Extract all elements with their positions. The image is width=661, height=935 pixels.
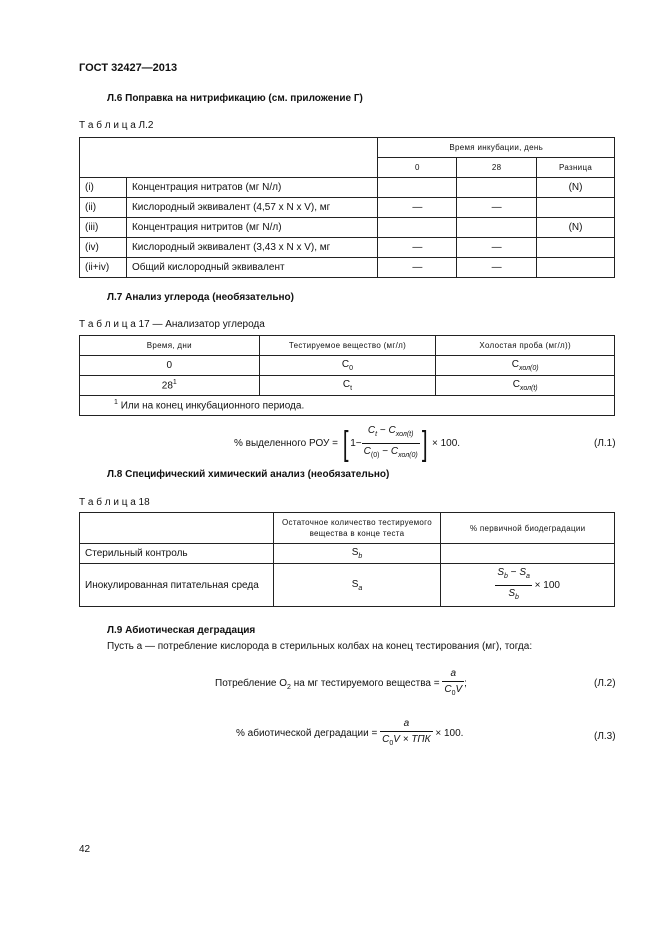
incubation-time-header: Время инкубации, день [378,138,615,158]
col-test-substance: Тестируемое вещество (мг/л) [259,336,436,356]
col-day-0: 0 [378,158,457,178]
table-row: (iii) Концентрация нитритов (мг N/л) (N) [80,218,615,238]
formula-l1: % выделенного РОУ = [ 1− $\frac{C_t - C_{хол(t)}}{C_{(0)} - C_{хол(0)}}$ ] × 100. [234,424,461,463]
formula-l1-number: (Л.1) [594,438,616,449]
table-l2-caption: Т а б л и ц а Л.2 [79,120,154,131]
section-l6-title: Л.6 Поправка на нитрификацию (см. приложение Г) [107,93,363,104]
section-l8-title: Л.8 Специфический химический анализ (необязательно) [107,469,390,480]
page-number: 42 [79,844,91,855]
table-18-caption: Т а б л и ц а 18 [79,497,150,508]
biodegradation-fraction: $\frac{S_b - S_a}{S_b}$ [497,566,530,601]
table-row: (ii) Кислородный эквивалент (4,57 х N x V), мг — — [80,198,615,218]
table-17-caption: Т а б л и ц а 17 — Анализатор углерода [79,319,265,330]
col-residual-amount: Остаточное количество тестируемого вещества в конце теста [273,513,441,544]
document-header: ГОСТ 32427—2013 [79,62,178,74]
formula-l2: Потребление $O_2$ на мг тестируемого вещества = $\frac{a}{C_0V}$ ; [215,668,467,697]
table-l2 [79,137,615,278]
col-primary-biodegradation: % первичной биодеградации [441,513,615,544]
table-row: Инокулированная питательная среда $S_a$ $\frac{S_b - S_a}{S_b}$ × 100 [80,564,615,607]
col-time-days: Время, дни [80,336,260,356]
table-footnote: $^1$ Или на конец инкубационного периода. [80,396,615,416]
table-row: 0 $C_0$ $C_{хол(0)}$ [80,356,615,376]
col-difference: Разница [537,158,615,178]
table-row: (iv) Кислородный эквивалент (3,43 х N x V), мг — — [80,238,615,258]
formula-l3: % абиотической деградации = $\frac{a}{C_0V \times ТПК}$ × 100. [236,718,464,747]
col-day-28: 28 [457,158,537,178]
formula-l3-number: (Л.3) [594,731,616,742]
formula-l2-number: (Л.2) [594,678,616,689]
table-row: Стерильный контроль $S_b$ [80,544,615,564]
section-l9-intro: Пусть а — потребление кислорода в стерильных колбах на конец тестирования (мг), тогда: [107,641,533,652]
section-l7-title: Л.7 Анализ углерода (необязательно) [107,292,294,303]
table-row: (ii+iv) Общий кислородный эквивалент — — [80,258,615,278]
section-l9-title: Л.9 Абиотическая деградация [107,625,256,636]
table-row: (i) Концентрация нитратов (мг N/л) (N) [80,178,615,198]
table-17 [79,335,615,416]
table-18 [79,512,615,607]
table-row: $28^1$ $C_t$ $C_{хол(t)}$ [80,376,615,396]
col-blank-sample: Холостая проба (мг/л)) [436,336,615,356]
